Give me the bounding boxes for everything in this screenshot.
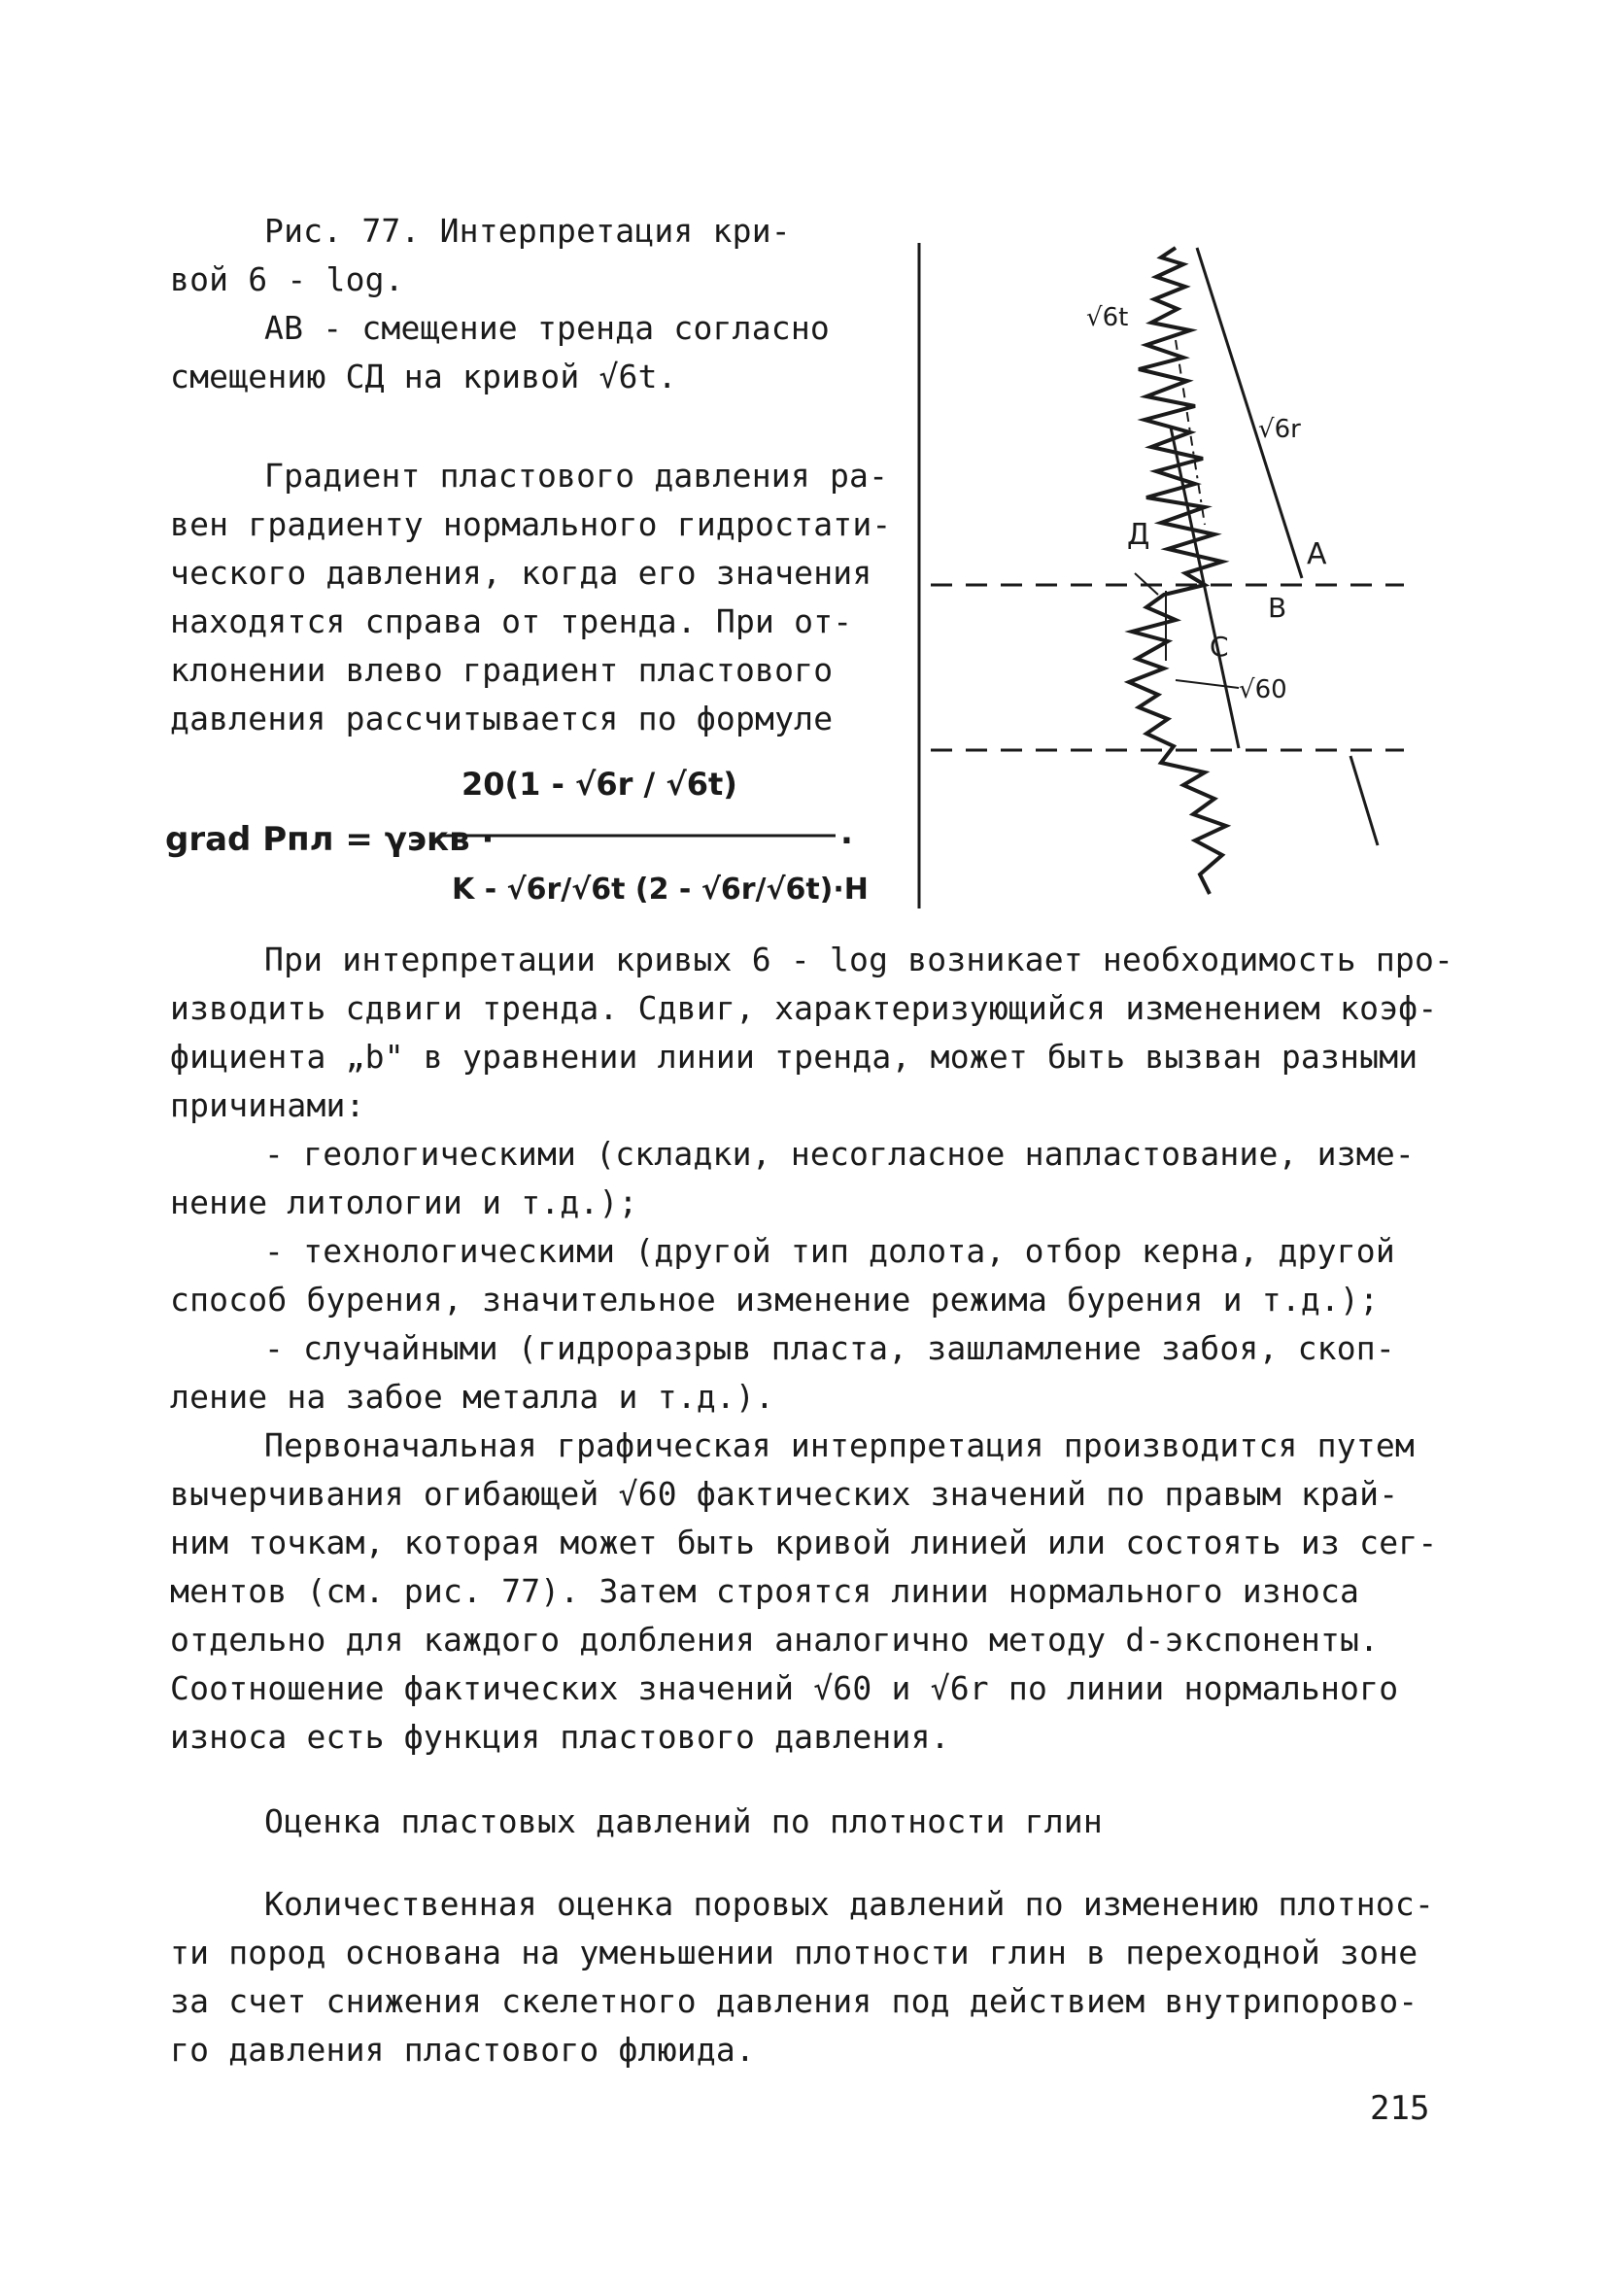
section-heading: Оценка пластовых давлений по плотности глин	[264, 1802, 1103, 1840]
body-line: ление на забое металла и т.д.).	[170, 1378, 775, 1416]
body-line: ментов (см. рис. 77). Затем строятся линии нормального износа	[170, 1572, 1360, 1610]
caption-line-2: вой 6 - log.	[170, 260, 404, 298]
section-body-line: Количественная оценка поровых давлений по изменению плотнос-	[264, 1885, 1435, 1923]
formula-numerator: 20(1 - √6r / √6t)	[461, 766, 737, 803]
formula-lhs: grad Pпл = γэкв ·	[165, 820, 495, 859]
arrow-sigma0	[1176, 680, 1239, 688]
body-line: Первоначальная графическая интерпретация производится путем	[264, 1426, 1415, 1464]
label-sigma-r: √6r	[1258, 415, 1301, 444]
trend-line-middle	[1171, 428, 1239, 748]
body-line: нение литологии и т.д.);	[170, 1183, 638, 1221]
body-line: фициента „b" в уравнении линии тренда, может быть вызван разными	[170, 1038, 1418, 1076]
intro-line: вен градиенту нормального гидростати-	[170, 505, 892, 543]
intro-line: Градиент пластового давления ра-	[264, 457, 889, 495]
body-line: способ бурения, значительное изменение режима бурения и т.д.);	[170, 1281, 1380, 1319]
section-body-line: за счет снижения скелетного давления под действием внутрипорово-	[170, 1982, 1418, 2020]
body-line: вычерчивания огибающей √60 фактических значений по правым край-	[170, 1475, 1399, 1513]
formula-denominator: K - √6r/√6t (2 - √6r/√6t)·H	[452, 873, 869, 907]
body-line: - геологическими (складки, несогласное напластование, изме-	[264, 1135, 1415, 1173]
section-body-line: ти пород основана на уменьшении плотности глин в переходной зоне	[170, 1934, 1418, 1971]
caption-line-3: АВ - смещение тренда согласно	[264, 309, 830, 347]
section-body-line: го давления пластового флюида.	[170, 2031, 756, 2069]
body-line: износа есть функция пластового давления.	[170, 1718, 950, 1756]
intro-line: давления рассчитывается по формуле	[170, 700, 834, 737]
caption-line-4: смещению СД на кривой √6t.	[170, 358, 677, 395]
body-line: Соотношение фактических значений √60 и √6r по линии нормального	[170, 1669, 1399, 1707]
body-line: - технологическими (другой тип долота, отбор керна, другой	[264, 1232, 1395, 1270]
intro-line: клонении влево градиент пластового	[170, 651, 834, 689]
body-line: отдельно для каждого долбления аналогично методу d-экспоненты.	[170, 1621, 1380, 1659]
body-line: причинами:	[170, 1086, 365, 1124]
body-line: - случайными (гидроразрыв пласта, зашламление забоя, скоп-	[264, 1329, 1395, 1367]
intro-line: ческого давления, когда его значения	[170, 554, 872, 592]
intro-line: находятся справа от тренда. При от-	[170, 602, 853, 640]
label-b: B	[1268, 592, 1287, 624]
label-sigma-0: √60	[1239, 675, 1287, 704]
caption-line-1: Рис. 77. Интерпретация кри-	[264, 212, 791, 250]
figure-77	[913, 233, 1438, 933]
svg-text:.: .	[840, 813, 853, 852]
body-line: При интерпретации кривых 6 - log возникает необходимость про-	[264, 941, 1454, 978]
log-curve	[1129, 248, 1226, 894]
trend-line-lower	[1350, 756, 1378, 845]
formula	[165, 738, 874, 942]
label-sigma-t: √6t	[1086, 303, 1129, 332]
body-line: изводить сдвиги тренда. Сдвиг, характеризующийся изменением коэф-	[170, 989, 1438, 1027]
trend-line-upper	[1197, 248, 1302, 578]
label-a: A	[1307, 537, 1327, 571]
label-c: C	[1210, 631, 1229, 663]
body-line: ним точкам, которая может быть кривой линией или состоять из сег-	[170, 1524, 1438, 1561]
label-d: Д	[1127, 518, 1150, 552]
page-number: 215	[1370, 2089, 1430, 2128]
